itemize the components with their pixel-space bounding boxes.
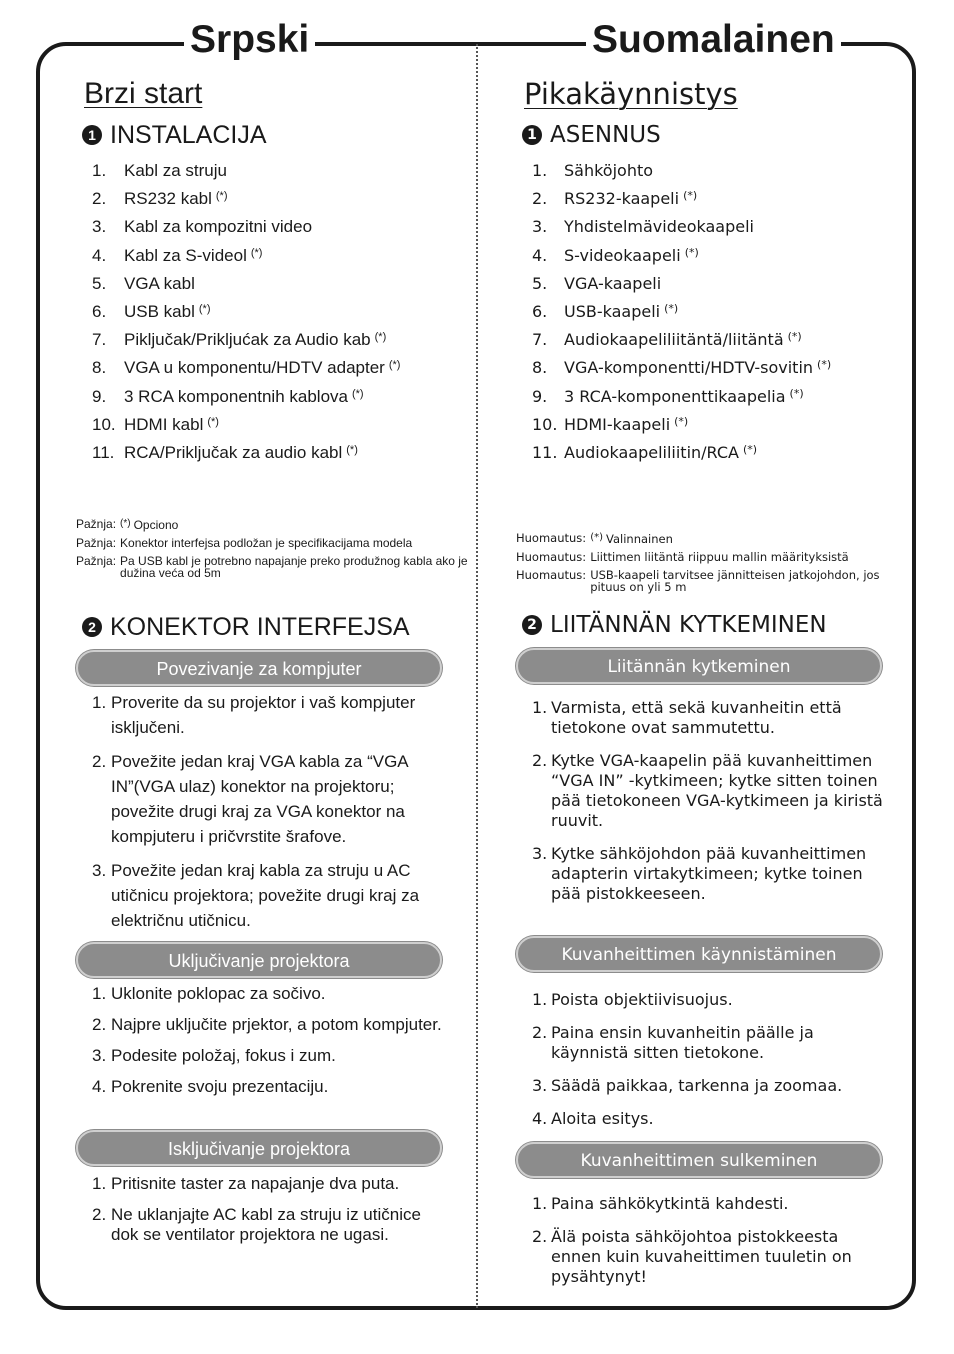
language-title-finnish: Suomalainen — [586, 18, 841, 62]
subsection-header-power-on: Kuvanheittimen käynnistäminen — [516, 936, 882, 972]
section-installation-heading — [82, 120, 267, 150]
subsection-header-power-off: Isključivanje projektora — [76, 1130, 442, 1166]
step-item: 2. Älä poista sähköjohtoa pistokkeesta ennen kuin kuvaheittimen tuuletin on pysähtynyt! — [532, 1227, 852, 1286]
note: Pažnja: Pa USB kabl je potrebno napajanje preko produžnog kabla ako je dužina veća od 5m — [76, 554, 468, 580]
step-item: 1. Poista objektiivisuojus. — [532, 990, 733, 1009]
subsection-header-power-on: Uključivanje projektora — [76, 942, 442, 978]
section-connector-heading — [522, 610, 827, 640]
note: Huomautus: (*) Valinnainen — [516, 531, 673, 546]
power-off-steps — [532, 1194, 892, 1300]
connect-steps — [92, 690, 452, 942]
cable-list — [92, 154, 400, 464]
section-title: LIITÄNNÄN KYTKEMINEN — [550, 612, 827, 638]
list-item: 9. 3 RCA komponentnih kablova (*) — [92, 386, 364, 406]
list-item: 1. Sähköjohto — [532, 161, 654, 180]
note: Huomautus: USB-kaapeli tarvitsee jännitteisen jatkojohdon, jos pituus on yli 5 m — [516, 568, 880, 594]
list-item: 1. Kabl za struju — [92, 161, 227, 180]
list-item: 3. Yhdistelmävideokaapeli — [532, 217, 754, 237]
connect-steps — [532, 698, 892, 917]
section-installation-heading — [522, 120, 661, 150]
step-item: 2. Kytke VGA-kaapelin pää kuvanheittimen “VGA IN” -kytkimeen; kytke sitten toinen pää tietokoneen VGA-kytkimeen ja kiristä ruuvit. — [532, 751, 883, 830]
list-item: 4. S-videokaapeli (*) — [532, 245, 699, 265]
list-item: 11. RCA/Priključak za audio kabl (*) — [92, 442, 358, 462]
section-connector-heading — [82, 612, 410, 642]
note: Pažnja: (*) Opciono — [76, 517, 179, 532]
quick-start-title: Brzi start — [84, 77, 203, 110]
section-number-badge: 1 — [522, 125, 542, 145]
list-item: 6. USB-kaapeli (*) — [532, 301, 679, 321]
list-item: 4. Kabl za S-videol (*) — [92, 245, 263, 265]
power-on-steps — [532, 990, 892, 1142]
step-item: 2. Povežite jedan kraj VGA kabla za “VGA IN”(VGA ulaz) konektor na projektoru; povežite drugi kraj za VGA konektor na kompjuteru i pričvrstite šrafove. — [92, 752, 408, 846]
note: Huomautus: Liittimen liitäntä riippuu mallin määrityksistä — [516, 550, 849, 564]
list-item: 7. Piključak/Prikljućak za Audio kab (*) — [92, 330, 387, 350]
step-item: 4. Pokrenite svoju prezentaciju. — [92, 1077, 329, 1096]
list-item: 7. Audiokaapeliliitäntä/liitäntä (*) — [532, 330, 802, 350]
step-item: 3. Kytke sähköjohdon pää kuvanheittimen adapterin virtakytkimeen; kytke toinen pää pistokkeeseen. — [532, 844, 867, 903]
list-item: 9. 3 RCA-komponenttikaapelia (*) — [532, 386, 804, 406]
list-item: 10. HDMI-kaapeli (*) — [532, 414, 689, 434]
notes-block — [516, 532, 901, 599]
column-divider — [476, 44, 478, 1308]
list-item: 5. VGA kabl — [92, 273, 195, 293]
power-on-steps — [92, 984, 452, 1108]
list-item: 6. USB kabl (*) — [92, 301, 211, 321]
step-item: 3. Povežite jedan kraj kabla za struju u AC utičnicu projektora; povežite drugi kraj za električnu utičnicu. — [92, 861, 420, 930]
list-item: 11. Audiokaapeliliitin/RCA (*) — [532, 442, 758, 462]
list-item: 8. VGA u komponentu/HDTV adapter (*) — [92, 358, 401, 378]
step-item: 2. Ne uklanjajte AC kabl za struju iz utičnice dok se ventilator projektora ne ugasi. — [92, 1205, 421, 1244]
subsection-header-connect: Liitännän kytkeminen — [516, 648, 882, 684]
list-item: 10. HDMI kabl (*) — [92, 414, 219, 434]
cable-list — [532, 154, 831, 464]
power-off-steps — [92, 1174, 452, 1256]
quick-start-title: Pikakäynnistys — [524, 77, 738, 111]
step-item: 1. Uklonite poklopac za sočivo. — [92, 984, 326, 1003]
step-item: 1. Proverite da su projektor i vaš kompjuter isključeni. — [92, 693, 416, 737]
step-item: 3. Podesite položaj, fokus i zum. — [92, 1046, 336, 1065]
note: Pažnja: Konektor interfejsa podložan je specifikacijama modela — [76, 536, 413, 550]
step-item: 3. Säädä paikkaa, tarkenna ja zoomaa. — [532, 1076, 843, 1095]
subsection-header-connect: Povezivanje za kompjuter — [76, 650, 442, 686]
step-item: 4. Aloita esitys. — [532, 1109, 654, 1128]
subsection-header-power-off: Kuvanheittimen sulkeminen — [516, 1142, 882, 1178]
step-item: 2. Paina ensin kuvanheitin päälle ja käynnistä sitten tietokone. — [532, 1023, 814, 1062]
section-title: ASENNUS — [550, 122, 661, 148]
step-item: 1. Varmista, että sekä kuvanheitin että tietokone ovat sammutettu. — [532, 698, 842, 737]
list-item: 8. VGA-komponentti/HDTV-sovitin (*) — [532, 358, 832, 378]
section-title: KONEKTOR INTERFEJSA — [110, 613, 410, 641]
step-item: 1. Paina sähkökytkintä kahdesti. — [532, 1194, 789, 1213]
notes-block — [76, 518, 471, 585]
section-title: INSTALACIJA — [110, 121, 267, 149]
section-number-badge: 1 — [82, 125, 102, 145]
language-title-serbian: Srpski — [184, 18, 315, 62]
list-item: 2. RS232 kabl (*) — [92, 189, 228, 209]
list-item: 5. VGA-kaapeli — [532, 273, 662, 293]
step-item: 2. Najpre uključite prjektor, a potom kompjuter. — [92, 1015, 442, 1034]
section-number-badge: 2 — [82, 617, 102, 637]
step-item: 1. Pritisnite taster za napajanje dva puta. — [92, 1174, 400, 1193]
list-item: 3. Kabl za kompozitni video — [92, 217, 313, 237]
section-number-badge: 2 — [522, 615, 542, 635]
list-item: 2. RS232-kaapeli (*) — [532, 189, 698, 209]
